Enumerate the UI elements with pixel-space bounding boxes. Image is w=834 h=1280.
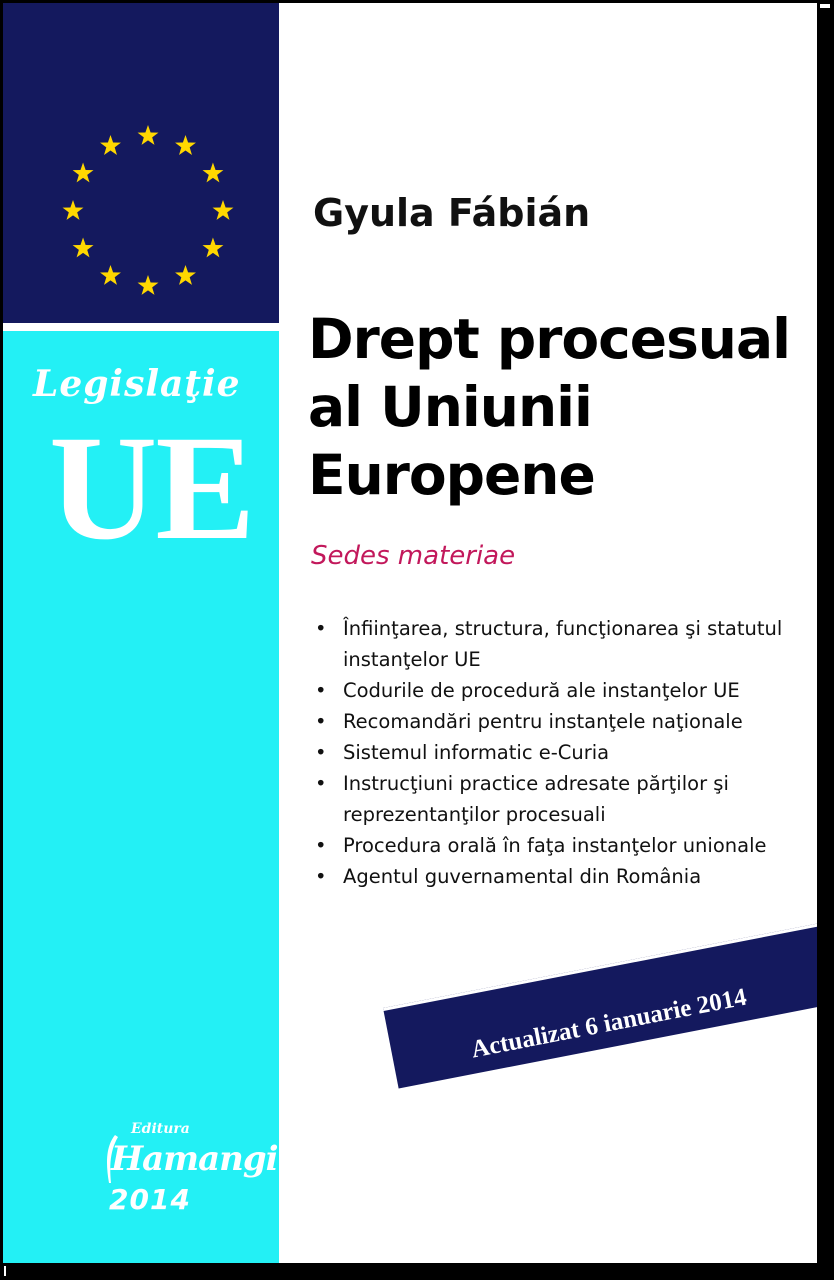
topic-text: Procedura orală în faţa instanţelor unionale <box>343 834 767 857</box>
list-item <box>315 706 795 737</box>
topic-text: Codurile de procedură ale instanţelor UE <box>343 679 740 702</box>
list-item <box>315 861 795 892</box>
eu-star-icon <box>138 275 159 295</box>
publisher-prefix: Editura <box>131 1121 190 1137</box>
eu-star-icon <box>73 238 94 258</box>
list-item <box>315 675 795 706</box>
title-line: Europene <box>308 443 595 507</box>
book-subtitle: Sedes materiae <box>311 541 516 571</box>
bullet-icon: • <box>315 710 327 733</box>
topic-list <box>315 613 795 892</box>
list-item <box>315 768 795 830</box>
eu-star-icon <box>63 200 84 220</box>
list-item <box>315 830 795 861</box>
band-divider <box>3 323 279 331</box>
topic-text: Sistemul informatic e-Curia <box>343 741 610 764</box>
cover-shadow-right <box>820 8 834 1280</box>
eu-star-icon <box>202 163 223 183</box>
bullet-icon: • <box>315 834 327 857</box>
publisher-name: Hamangiu <box>111 1139 302 1179</box>
publisher-logo <box>103 1113 302 1233</box>
eu-star-icon <box>202 238 223 258</box>
eu-star-icon <box>100 135 121 155</box>
topic-text: Instrucţiuni practice adresate părţilor şi reprezentanţilor procesuali <box>343 772 729 826</box>
eu-star-icon <box>100 265 121 285</box>
eu-star-icon <box>175 265 196 285</box>
book-author: Gyula Fábián <box>313 191 591 235</box>
eu-star-icon <box>175 135 196 155</box>
cover-shadow-bottom <box>6 1266 834 1280</box>
book-title <box>308 305 808 509</box>
bullet-icon: • <box>315 772 327 795</box>
bullet-icon: • <box>315 865 327 888</box>
update-banner-text: Actualizat 6 ianuarie 2014 <box>469 983 749 1064</box>
title-line: Drept procesual <box>308 307 790 371</box>
publisher-year: 2014 <box>109 1183 191 1216</box>
eu-star-icon <box>138 125 159 145</box>
bullet-icon: • <box>315 741 327 764</box>
title-line: al Uniunii <box>308 375 592 439</box>
eu-star-icon <box>73 163 94 183</box>
topic-text: Agentul guvernamental din România <box>343 865 702 888</box>
topic-text: Înfiinţarea, structura, funcţionarea şi statutul instanţelor UE <box>343 617 783 671</box>
list-item <box>315 613 795 675</box>
eu-stars-circle <box>3 3 279 323</box>
series-label: Legislaţie <box>33 363 241 405</box>
list-item <box>315 737 795 768</box>
bullet-icon: • <box>315 679 327 702</box>
series-code: UE <box>49 405 254 571</box>
topic-text: Recomandări pentru instanţele naţionale <box>343 710 743 733</box>
bullet-icon: • <box>315 617 327 640</box>
eu-star-icon <box>213 200 234 220</box>
